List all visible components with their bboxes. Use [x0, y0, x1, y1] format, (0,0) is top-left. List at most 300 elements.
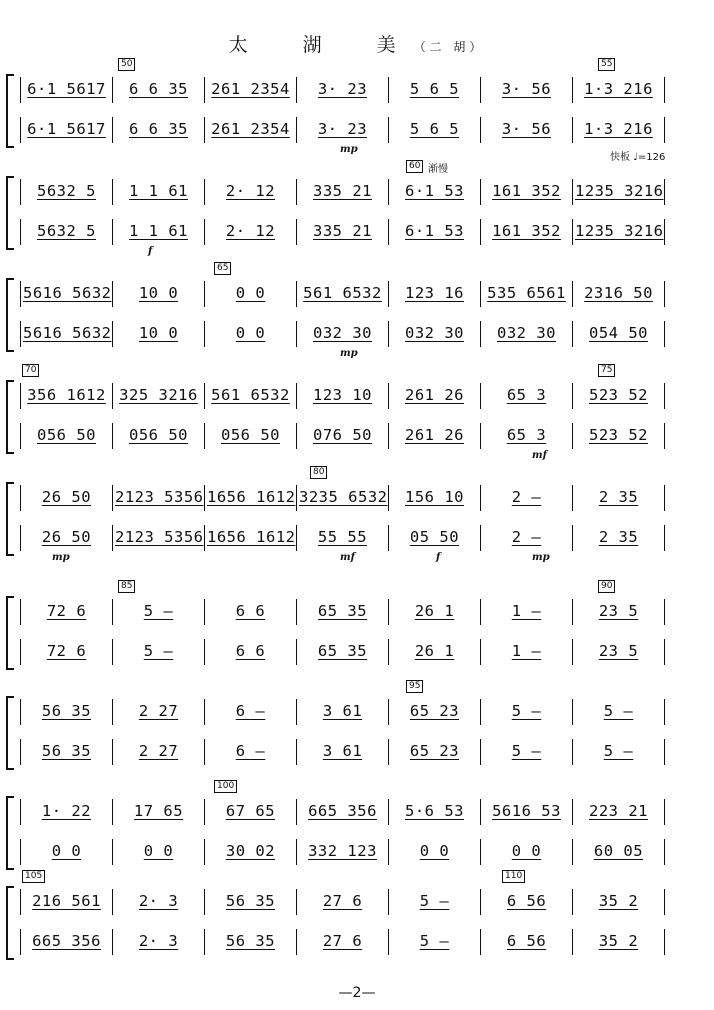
measure: 1· 22 — [41, 802, 92, 820]
measure: 26 50 — [41, 528, 92, 546]
barline — [204, 639, 205, 665]
measure: 2 27 — [138, 702, 179, 720]
measure: 2 35 — [598, 528, 639, 546]
barline — [204, 739, 205, 765]
rehearsal-mark: 95 — [406, 680, 423, 693]
barline — [480, 599, 481, 625]
barline — [112, 179, 113, 205]
measure: 5 — — [603, 702, 634, 720]
barline — [20, 599, 21, 625]
measure: 1656 1612 — [207, 528, 296, 546]
lower-staff — [18, 924, 708, 958]
barline — [480, 639, 481, 665]
barline — [296, 117, 297, 143]
barline — [112, 383, 113, 409]
barline — [296, 929, 297, 955]
barline — [572, 485, 573, 511]
dynamic-mark: f — [148, 246, 153, 257]
barline — [480, 179, 481, 205]
barline — [572, 739, 573, 765]
barline — [388, 639, 389, 665]
dynamic-mark: f — [436, 552, 441, 563]
measure: 1235 3216 — [575, 182, 664, 200]
upper-staff — [18, 794, 708, 828]
upper-staff — [18, 480, 708, 514]
measure: 032 30 — [313, 324, 372, 342]
measure: 65 35 — [317, 602, 368, 620]
barline — [480, 383, 481, 409]
barline — [204, 889, 205, 915]
barline — [20, 321, 21, 347]
measure: 55 55 — [317, 528, 368, 546]
measure: 1·3 216 — [584, 120, 653, 138]
measure: 2 — — [511, 528, 542, 546]
measure: 2 — — [511, 488, 542, 506]
measure: 5 — — [419, 892, 450, 910]
measure: 2123 5356 — [115, 528, 204, 546]
measure: 665 356 — [308, 802, 377, 820]
system-bracket — [6, 796, 14, 870]
barline — [480, 699, 481, 725]
rehearsal-mark: 70 — [22, 364, 39, 377]
barline — [112, 889, 113, 915]
rehearsal-mark: 50 — [118, 58, 135, 71]
barline — [296, 699, 297, 725]
measure: 6 6 — [235, 602, 266, 620]
rehearsal-mark: 55 — [598, 58, 615, 71]
dynamic-mark: mp — [340, 144, 358, 155]
barline — [112, 799, 113, 825]
barline — [204, 281, 205, 307]
barline — [20, 929, 21, 955]
barline — [664, 485, 665, 511]
measure: 60 05 — [593, 842, 644, 860]
barline — [572, 889, 573, 915]
measure: 26 50 — [41, 488, 92, 506]
barline — [388, 739, 389, 765]
measure: 5 — — [511, 742, 542, 760]
barline — [296, 179, 297, 205]
measure: 1·3 216 — [584, 80, 653, 98]
barline — [296, 281, 297, 307]
lower-staff — [18, 418, 708, 452]
barline — [664, 889, 665, 915]
rehearsal-mark: 60 — [406, 160, 423, 173]
measure: 523 52 — [589, 426, 648, 444]
barline — [388, 485, 389, 511]
score-system — [0, 680, 714, 776]
measure: 3· 56 — [501, 80, 552, 98]
barline — [296, 383, 297, 409]
rehearsal-mark: 110 — [502, 870, 525, 883]
measure: 523 52 — [589, 386, 648, 404]
measure: 6 6 35 — [129, 80, 188, 98]
measure: 5·6 53 — [405, 802, 464, 820]
barline — [20, 839, 21, 865]
barline — [664, 383, 665, 409]
measure: 561 6532 — [303, 284, 382, 302]
barline — [664, 423, 665, 449]
measure: 6 6 — [235, 642, 266, 660]
barline — [480, 525, 481, 551]
measure: 1 — — [511, 602, 542, 620]
barline — [296, 889, 297, 915]
barline — [572, 219, 573, 245]
measure: 1 — — [511, 642, 542, 660]
measure: 0 0 — [235, 324, 266, 342]
measure: 3· 56 — [501, 120, 552, 138]
measure: 056 50 — [37, 426, 96, 444]
lower-staff — [18, 520, 708, 554]
measure: 56 35 — [225, 932, 276, 950]
barline — [388, 929, 389, 955]
barline — [664, 639, 665, 665]
measure: 156 10 — [405, 488, 464, 506]
measure: 26 1 — [414, 642, 455, 660]
barline — [480, 889, 481, 915]
measure: 65 23 — [409, 742, 460, 760]
barline — [664, 929, 665, 955]
measure: 5616 5632 — [23, 324, 112, 342]
measure: 535 6561 — [487, 284, 566, 302]
measure: 3235 6532 — [299, 488, 388, 506]
barline — [388, 383, 389, 409]
measure: 5632 5 — [37, 182, 96, 200]
barline — [20, 179, 21, 205]
score-system — [0, 870, 714, 966]
measure: 56 35 — [41, 742, 92, 760]
measure: 27 6 — [322, 932, 363, 950]
barline — [20, 281, 21, 307]
measure: 23 5 — [598, 602, 639, 620]
barline — [112, 639, 113, 665]
barline — [296, 219, 297, 245]
barline — [572, 423, 573, 449]
barline — [664, 739, 665, 765]
measure: 5 6 5 — [409, 120, 460, 138]
barline — [296, 639, 297, 665]
measure: 1235 3216 — [575, 222, 664, 240]
lower-staff — [18, 734, 708, 768]
dynamic-mark: mf — [532, 450, 547, 461]
barline — [572, 281, 573, 307]
dynamic-mark: mp — [340, 348, 358, 359]
barline — [204, 485, 205, 511]
measure: 6 56 — [506, 892, 547, 910]
dynamic-mark: mp — [52, 552, 70, 563]
measure: 261 26 — [405, 386, 464, 404]
rehearsal-mark: 100 — [214, 780, 237, 793]
system-bracket — [6, 596, 14, 670]
barline — [388, 525, 389, 551]
measure: 05 50 — [409, 528, 460, 546]
measure: 0 0 — [51, 842, 82, 860]
system-bracket — [6, 176, 14, 250]
measure: 076 50 — [313, 426, 372, 444]
barline — [20, 739, 21, 765]
barline — [204, 179, 205, 205]
barline — [112, 219, 113, 245]
measure: 0 0 — [143, 842, 174, 860]
subtitle-text: （二 胡） — [413, 40, 486, 54]
measure: 65 35 — [317, 642, 368, 660]
score-system — [0, 780, 714, 876]
score-system — [0, 466, 714, 562]
barline — [20, 423, 21, 449]
barline — [664, 281, 665, 307]
barline — [572, 839, 573, 865]
barline — [664, 799, 665, 825]
measure: 56 35 — [41, 702, 92, 720]
barline — [204, 219, 205, 245]
barline — [572, 321, 573, 347]
measure: 261 2354 — [211, 80, 290, 98]
barline — [572, 77, 573, 103]
barline — [572, 699, 573, 725]
barline — [388, 281, 389, 307]
barline — [204, 321, 205, 347]
score-title — [0, 30, 714, 57]
rehearsal-mark: 65 — [214, 262, 231, 275]
barline — [20, 485, 21, 511]
score-system — [0, 160, 714, 256]
barline — [664, 839, 665, 865]
barline — [112, 321, 113, 347]
upper-staff — [18, 694, 708, 728]
barline — [480, 321, 481, 347]
barline — [112, 77, 113, 103]
system-bracket — [6, 278, 14, 352]
barline — [112, 739, 113, 765]
barline — [480, 117, 481, 143]
barline — [112, 839, 113, 865]
barline — [480, 485, 481, 511]
rehearsal-mark: 80 — [310, 466, 327, 479]
measure: 123 10 — [313, 386, 372, 404]
barline — [20, 77, 21, 103]
upper-staff — [18, 72, 708, 106]
barline — [204, 383, 205, 409]
rehearsal-mark: 85 — [118, 580, 135, 593]
measure: 054 50 — [589, 324, 648, 342]
measure: 2 27 — [138, 742, 179, 760]
barline — [388, 423, 389, 449]
measure: 5616 53 — [492, 802, 561, 820]
measure: 261 2354 — [211, 120, 290, 138]
measure: 5 — — [143, 602, 174, 620]
measure: 6 — — [235, 702, 266, 720]
barline — [480, 219, 481, 245]
barline — [572, 179, 573, 205]
barline — [296, 839, 297, 865]
barline — [112, 599, 113, 625]
score-system — [0, 580, 714, 676]
page-number: —2— — [338, 985, 376, 1001]
measure: 10 0 — [138, 284, 179, 302]
barline — [204, 117, 205, 143]
measure: 27 6 — [322, 892, 363, 910]
measure: 325 3216 — [119, 386, 198, 404]
barline — [20, 889, 21, 915]
barline — [112, 117, 113, 143]
barline — [204, 699, 205, 725]
dynamic-mark: mf — [340, 552, 355, 563]
barline — [388, 321, 389, 347]
measure: 0 0 — [419, 842, 450, 860]
measure: 335 21 — [313, 182, 372, 200]
lower-staff — [18, 214, 708, 248]
barline — [204, 599, 205, 625]
measure: 056 50 — [221, 426, 280, 444]
barline — [112, 281, 113, 307]
barline — [296, 321, 297, 347]
measure: 032 30 — [497, 324, 556, 342]
measure: 0 0 — [235, 284, 266, 302]
barline — [664, 699, 665, 725]
measure: 2· 12 — [225, 222, 276, 240]
measure: 2· 3 — [138, 892, 179, 910]
barline — [112, 525, 113, 551]
system-bracket — [6, 696, 14, 770]
tempo-marking: 快板 ♩=126 — [610, 152, 666, 163]
barline — [664, 117, 665, 143]
barline — [204, 839, 205, 865]
barline — [572, 525, 573, 551]
measure: 561 6532 — [211, 386, 290, 404]
measure: 17 65 — [133, 802, 184, 820]
barline — [204, 423, 205, 449]
measure: 1 1 61 — [129, 182, 188, 200]
measure: 72 6 — [46, 642, 87, 660]
barline — [20, 219, 21, 245]
upper-staff — [18, 174, 708, 208]
barline — [112, 929, 113, 955]
measure: 056 50 — [129, 426, 188, 444]
barline — [296, 525, 297, 551]
score-system — [0, 364, 714, 460]
measure: 2123 5356 — [115, 488, 204, 506]
system-bracket — [6, 74, 14, 148]
rehearsal-mark: 75 — [598, 364, 615, 377]
measure: 2 35 — [598, 488, 639, 506]
barline — [388, 599, 389, 625]
barline — [20, 639, 21, 665]
lower-staff — [18, 834, 708, 868]
barline — [20, 525, 21, 551]
measure: 2316 50 — [584, 284, 653, 302]
score-system — [0, 262, 714, 358]
barline — [572, 117, 573, 143]
upper-staff — [18, 594, 708, 628]
measure: 35 2 — [598, 932, 639, 950]
measure: 5 — — [603, 742, 634, 760]
measure: 0 0 — [511, 842, 542, 860]
barline — [480, 77, 481, 103]
barline — [20, 117, 21, 143]
measure: 1656 1612 — [207, 488, 296, 506]
barline — [20, 799, 21, 825]
measure: 3 61 — [322, 742, 363, 760]
measure: 23 5 — [598, 642, 639, 660]
measure: 5 — — [419, 932, 450, 950]
measure: 6 56 — [506, 932, 547, 950]
barline — [204, 799, 205, 825]
measure: 356 1612 — [27, 386, 106, 404]
lower-staff — [18, 316, 708, 350]
barline — [664, 599, 665, 625]
measure: 1 1 61 — [129, 222, 188, 240]
measure: 6 6 35 — [129, 120, 188, 138]
measure: 3· 23 — [317, 80, 368, 98]
barline — [296, 739, 297, 765]
measure: 6·1 5617 — [27, 120, 106, 138]
score-system — [0, 58, 714, 154]
measure: 3· 23 — [317, 120, 368, 138]
measure: 10 0 — [138, 324, 179, 342]
barline — [664, 77, 665, 103]
barline — [664, 525, 665, 551]
measure: 5 — — [143, 642, 174, 660]
upper-staff — [18, 884, 708, 918]
measure: 032 30 — [405, 324, 464, 342]
measure: 2· 3 — [138, 932, 179, 950]
measure: 6·1 53 — [405, 222, 464, 240]
barline — [296, 423, 297, 449]
barline — [572, 599, 573, 625]
system-bracket — [6, 482, 14, 556]
rehearsal-mark: 105 — [22, 870, 45, 883]
barline — [112, 423, 113, 449]
barline — [204, 525, 205, 551]
barline — [388, 699, 389, 725]
barline — [296, 77, 297, 103]
barline — [572, 639, 573, 665]
measure: 665 356 — [32, 932, 101, 950]
measure: 30 02 — [225, 842, 276, 860]
measure: 5616 5632 — [23, 284, 112, 302]
upper-staff — [18, 276, 708, 310]
barline — [296, 485, 297, 511]
measure: 65 23 — [409, 702, 460, 720]
measure: 67 65 — [225, 802, 276, 820]
barline — [480, 839, 481, 865]
system-bracket — [6, 380, 14, 454]
barline — [388, 117, 389, 143]
measure: 65 3 — [506, 426, 547, 444]
barline — [572, 383, 573, 409]
barline — [388, 219, 389, 245]
barline — [204, 77, 205, 103]
barline — [480, 799, 481, 825]
barline — [480, 929, 481, 955]
measure: 223 21 — [589, 802, 648, 820]
barline — [572, 929, 573, 955]
barline — [480, 423, 481, 449]
lower-staff — [18, 634, 708, 668]
barline — [388, 889, 389, 915]
measure: 335 21 — [313, 222, 372, 240]
measure: 261 26 — [405, 426, 464, 444]
measure: 72 6 — [46, 602, 87, 620]
upper-staff — [18, 378, 708, 412]
barline — [572, 799, 573, 825]
measure: 161 352 — [492, 182, 561, 200]
measure: 216 561 — [32, 892, 101, 910]
barline — [664, 179, 665, 205]
barline — [112, 699, 113, 725]
barline — [296, 799, 297, 825]
title-text: 太 湖 美 — [228, 34, 414, 56]
